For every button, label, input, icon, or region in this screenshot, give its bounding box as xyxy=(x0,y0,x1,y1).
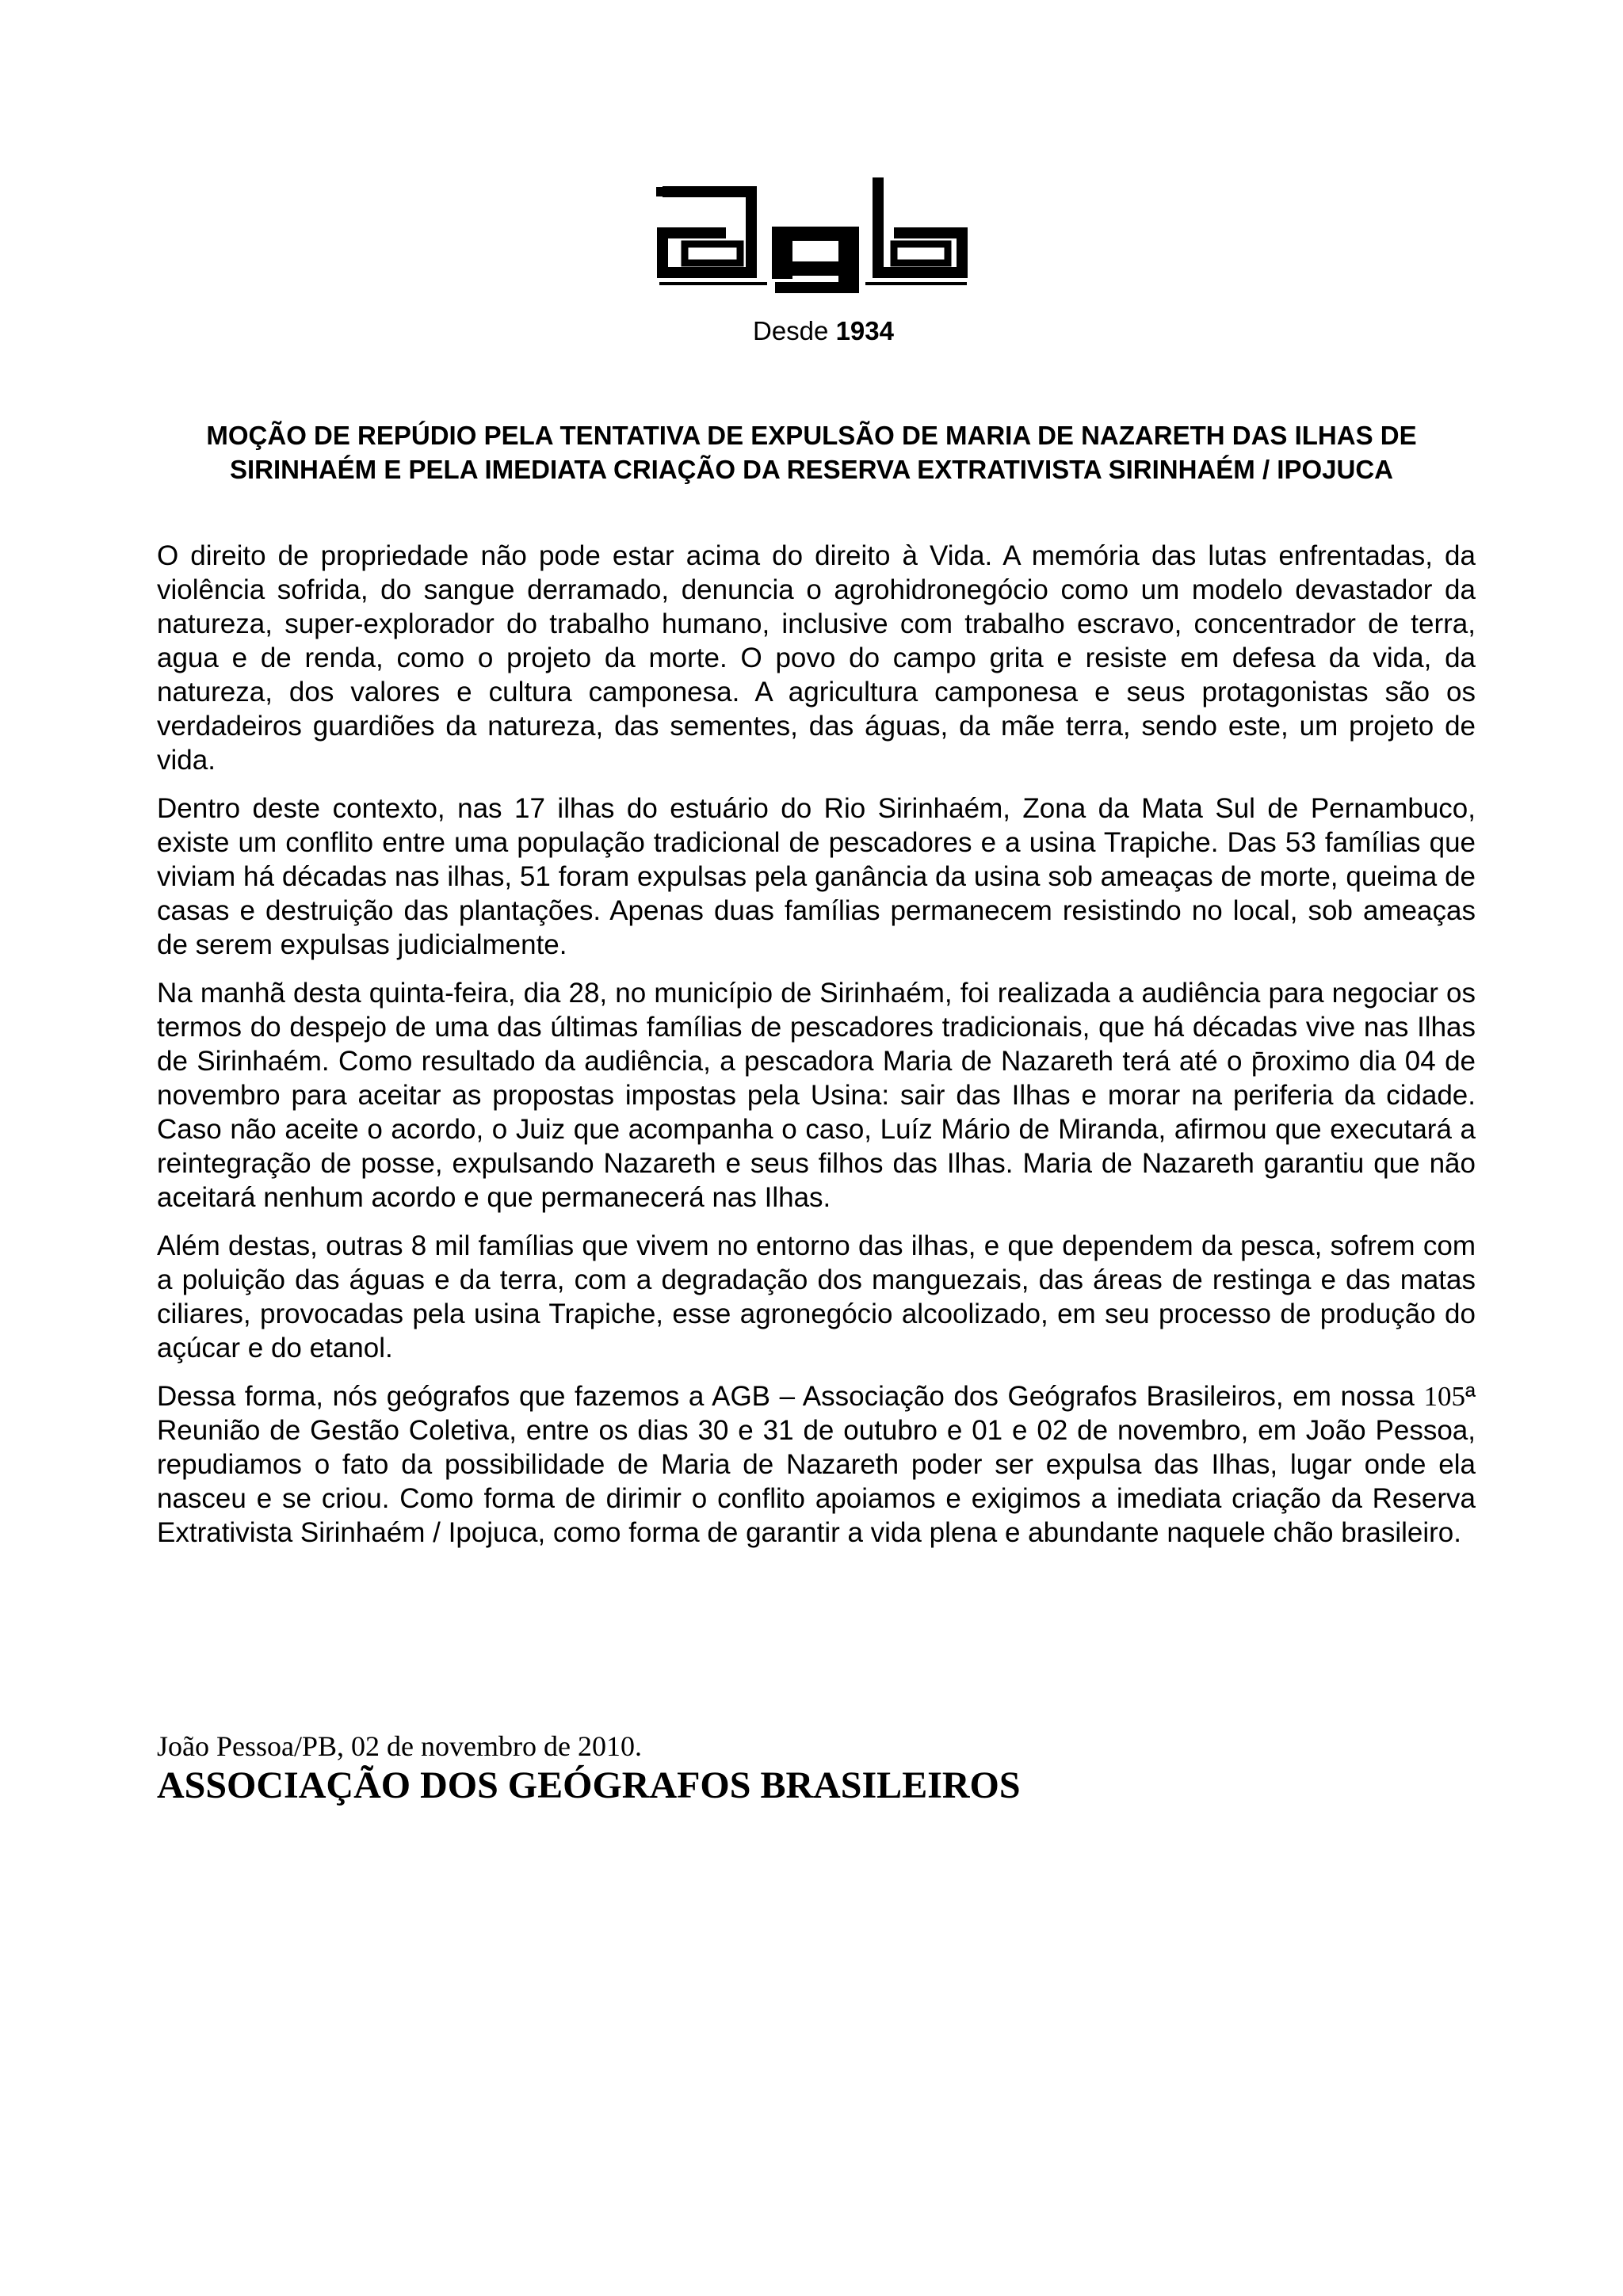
paragraph-4: Além destas, outras 8 mil famílias que vivem no entorno das ilhas, e que dependem da pesca, sofrem com a poluição das águas e da terra, com a degradação dos manguezais, das áreas de restinga e das matas ciliares, provocadas pela usina Trapiche, esse agronegócio alcoolizado, em seu processo de produção do açúcar e do etanol. xyxy=(157,1230,1476,1363)
paragraph-5 xyxy=(157,1379,1476,1550)
founded-line xyxy=(0,315,1623,347)
logo-letter-a xyxy=(656,192,751,273)
paragraph-5-start: Dessa forma, nós geógrafos que fazemos a AGB – Associação dos Geógrafos Brasileiros, em nossa xyxy=(157,1381,1424,1412)
agb-logo xyxy=(656,177,968,293)
since-label: Desde xyxy=(753,316,829,345)
meeting-number: 105 xyxy=(1423,1381,1466,1412)
paragraph-1: O direito de propriedade não pode estar acima do direito à Vida. A memória das lutas enfrentadas, da violência sofrida, do sangue derramado, denuncia o agrohidronegócio como um modelo devastador da natureza, super-explorador do trabalho humano, inclusive com trabalho escravo, concentrador de terra, agua e de renda, como o projeto da morte. O povo do campo grita e resiste em defesa da vida, da natureza, dos valores e cultura camponesa. A agricultura camponesa e seus protagonistas são os verdadeiros guardiões da natureza, das sementes, das águas, da mãe terra, sendo este, um projeto de vida. xyxy=(157,540,1476,776)
signature-block xyxy=(157,1729,1476,1808)
logo-letter-g xyxy=(772,227,859,293)
paragraph-2: Dentro deste contexto, nas 17 ilhas do estuário do Rio Sirinhaém, Zona da Mata Sul de Pernambuco, existe um conflito entre uma população tradicional de pescadores e a usina Trapiche. Das 53 famílias que viviam há décadas nas ilhas, 51 foram expulsas pela ganância da usina sob ameaças de morte, queima de casas e destruição das plantações. Apenas duas famílias permanecem resistindo no local, sob ameaças de serem expulsas judicialmente. xyxy=(157,793,1476,960)
since-year: 1934 xyxy=(835,316,894,345)
agb-logo-mark xyxy=(656,177,968,293)
logo-letter-b xyxy=(878,177,962,273)
paragraph-5-end: ª Reunião de Gestão Coletiva, entre os dias 30 e 31 de outubro e 01 e 02 de novembro, em João Pessoa, repudiamos o fato da possibilidade de Maria de Nazareth poder ser expulsa das Ilhas, lugar onde ela nasceu e se criou. Como forma de dirimir o conflito apoiamos e exigimos a imediata criação da Reserva Extrativista Sirinhaém / Ipojuca, como forma de garantir a vida plena e abundante naquele chão brasileiro. xyxy=(157,1381,1476,1548)
document-body xyxy=(157,539,1476,1564)
document-title: MOÇÃO DE REPÚDIO PELA TENTATIVA DE EXPULSÃO DE MARIA DE NAZARETH DAS ILHAS DE SIRINHAÉM E PELA IMEDIATA CRIAÇÃO DA RESERVA EXTRATIVISTA SIRINHAÉM / IPOJUCA xyxy=(206,421,1417,484)
organization-name: ASSOCIAÇÃO DOS GEÓGRAFOS BRASILEIROS xyxy=(157,1764,1021,1806)
place-and-date: João Pessoa/PB, 02 de novembro de 2010. xyxy=(157,1730,642,1762)
paragraph-3: Na manhã desta quinta-feira, dia 28, no município de Sirinhaém, foi realizada a audiência para negociar os termos do despejo de uma das últimas famílias de pescadores tradicionais, que há décadas vive nas Ilhas de Sirinhaém. Como resultado da audiência, a pescadora Maria de Nazareth terá até o p̄roximo dia 04 de novembro para aceitar as propostas impostas pela Usina: sair das Ilhas e morar na periferia da cidade. Caso não aceite o acordo, o Juiz que acompanha o caso, Luíz Mário de Miranda, afirmou que executará a reintegração de posse, expulsando Nazareth e seus filhos das Ilhas. Maria de Nazareth garantiu que não aceitará nenhum acordo e que permanecerá nas Ilhas. xyxy=(157,978,1476,1213)
